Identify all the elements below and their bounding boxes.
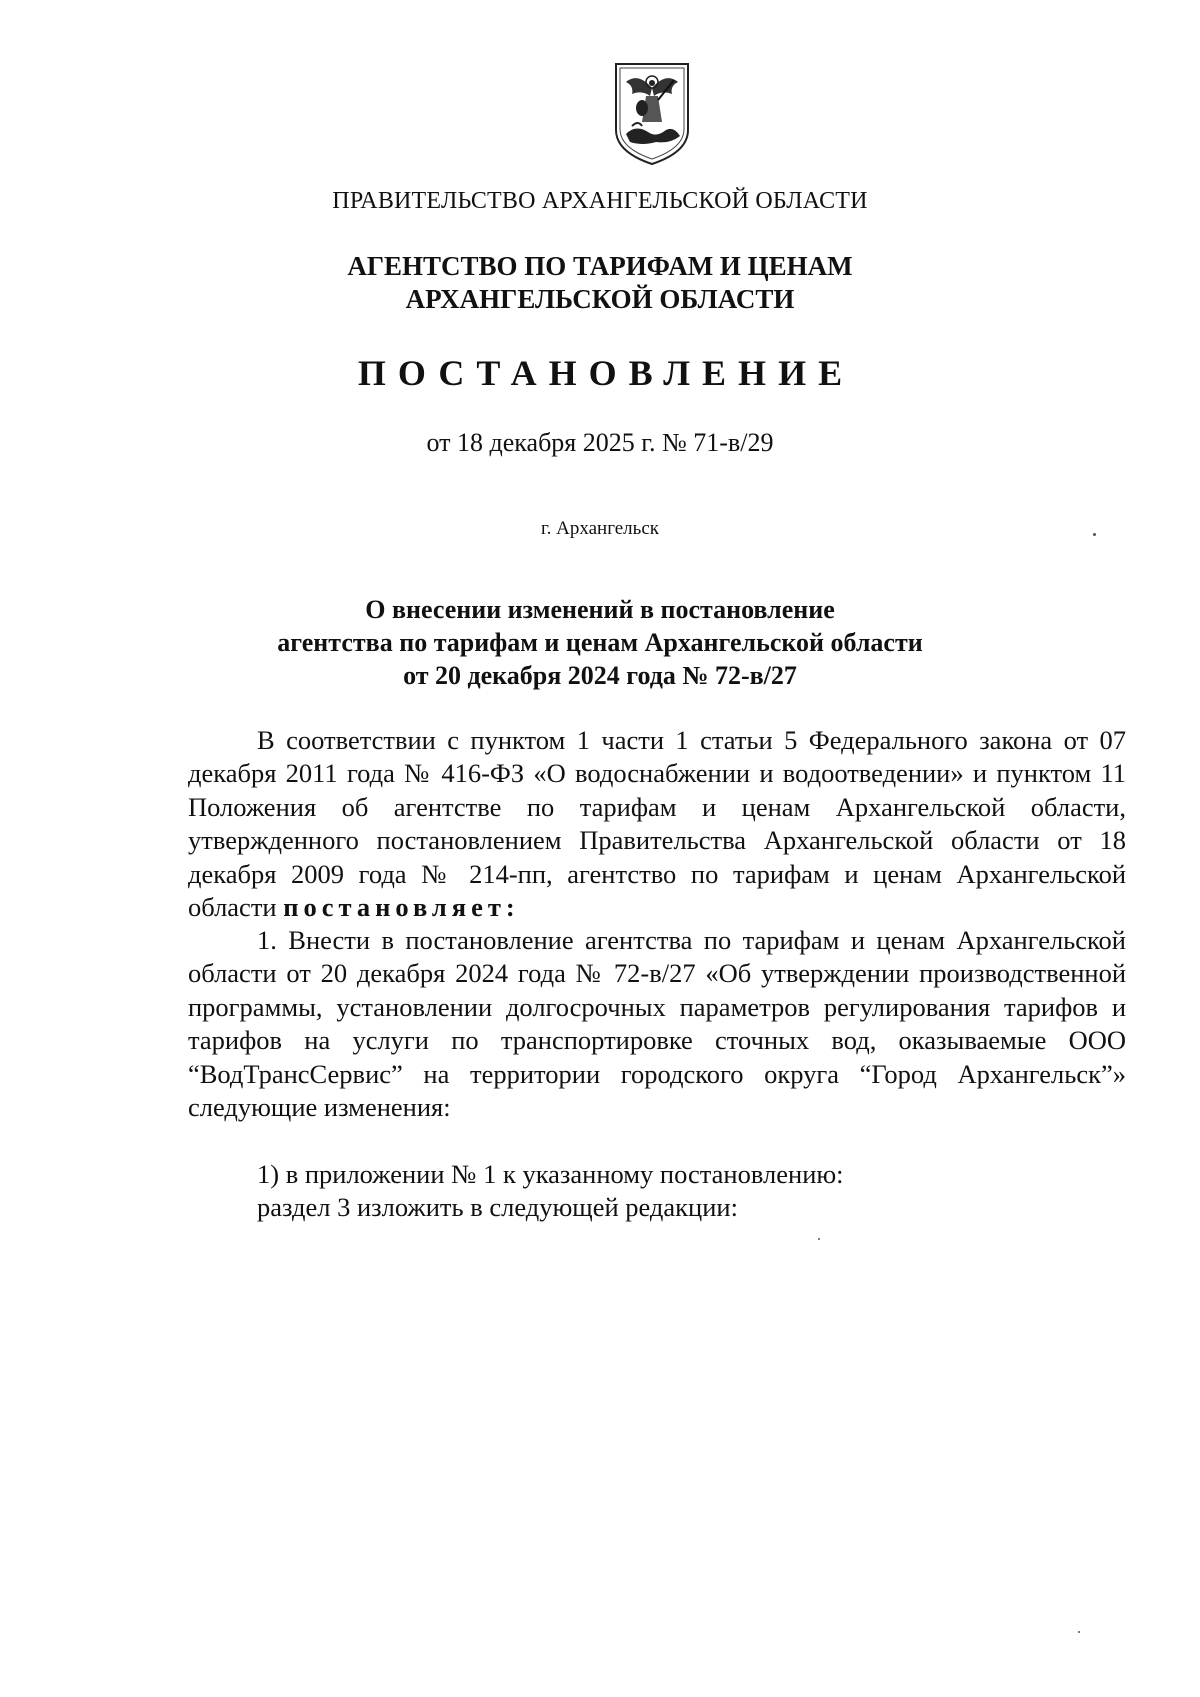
scan-speck <box>1078 1631 1080 1633</box>
subject-line1: О внесении изменений в постановление <box>365 595 835 624</box>
arkhangelsk-coat-of-arms-icon <box>612 60 692 168</box>
subitem-1: 1) в приложении № 1 к указанному постановлению: <box>257 1159 844 1189</box>
coat-of-arms-emblem <box>612 60 692 168</box>
subitem-1-text: раздел 3 изложить в следующей редакции: <box>257 1192 738 1223</box>
item-1-text: 1. Внести в постановление агентства по тарифам и ценам Архангельской области от 20 декабря 2024 года № 72-в/27 «Об утверждении производственной программы, установлении долгосрочных параметров регулирования тарифов и тарифов на услуги по транспортировке сточных вод, оказываемые ООО “ВодТрансСервис” на территории городского округа “Город Архангельск”» следующие изменения: <box>188 925 1126 1123</box>
subitem-block <box>257 1158 844 1225</box>
preamble-paragraph <box>188 724 1126 924</box>
subject-line2: агентства по тарифам и ценам Архангельской области <box>277 628 923 657</box>
scan-speck <box>1093 533 1096 536</box>
agency-title <box>0 250 1200 316</box>
agency-title-line2: АРХАНГЕЛЬСКОЙ ОБЛАСТИ <box>405 284 795 314</box>
document-city: г. Архангельск <box>540 518 659 539</box>
agency-title-line1: АГЕНТСТВО ПО ТАРИФАМ И ЦЕНАМ <box>347 251 853 281</box>
document-date-number: от 18 декабря 2025 г. № 71-в/29 <box>426 428 774 457</box>
document-subject <box>0 593 1200 692</box>
subject-line3: от 20 декабря 2024 года № 72-в/27 <box>403 661 797 690</box>
resolves-word: постановляет: <box>283 892 520 923</box>
preamble-text: В соответствии с пунктом 1 части 1 статьи 5 Федерального закона от 07 декабря 2011 года № 416-ФЗ «О водоснабжении и водоотведении» и пунктом 11 Положения об агентстве по тарифам и ценам Архангельской области, утвержденного постановлением Правительства Архангельской области от 18 декабря 2009 года № 214-пп, агентство по тарифам и ценам Архангельской области <box>188 725 1126 923</box>
government-title: ПРАВИТЕЛЬСТВО АРХАНГЕЛЬСКОЙ ОБЛАСТИ <box>332 188 868 214</box>
scan-speck <box>818 1238 820 1240</box>
item-1-paragraph <box>188 924 1126 1124</box>
document-type-heading: ПОСТАНОВЛЕНИЕ <box>357 353 855 393</box>
